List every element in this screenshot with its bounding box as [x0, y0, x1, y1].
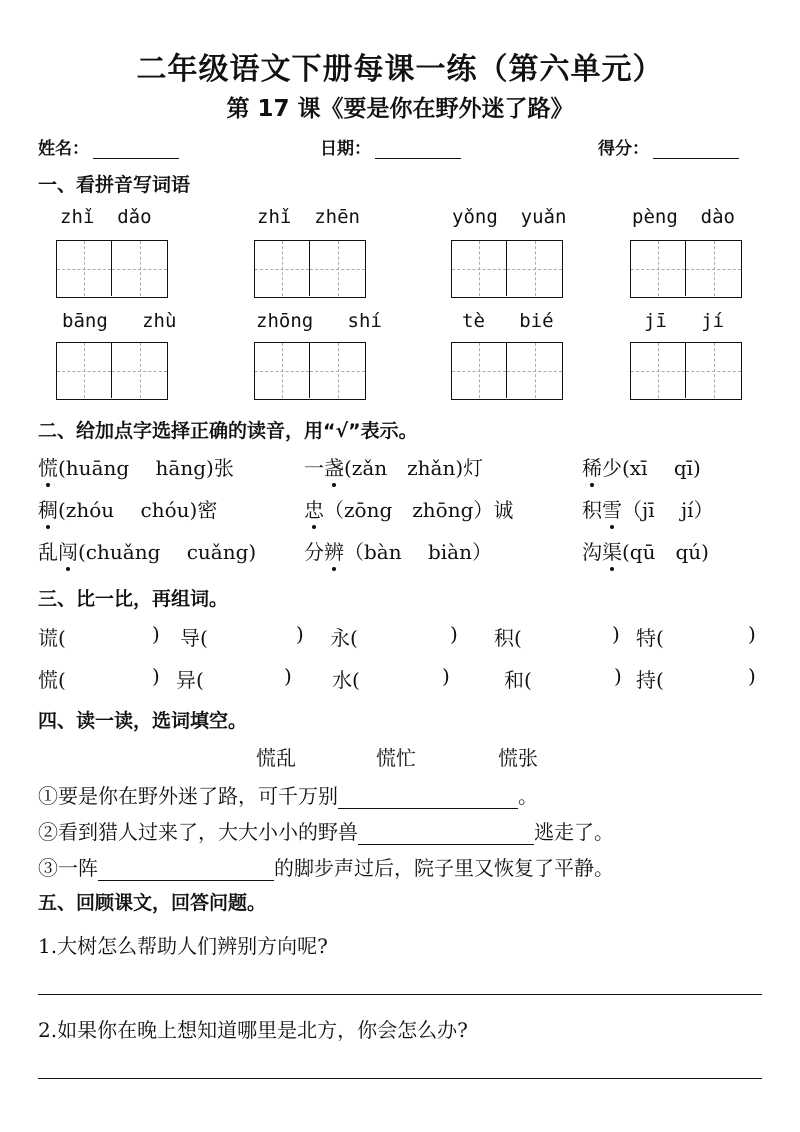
- compare-item[interactable]: 导(: [180, 626, 208, 650]
- compare-close: ): [748, 622, 756, 646]
- writing-grid[interactable]: [451, 240, 563, 298]
- review-question-1: 1.大树怎么帮助人们辨别方向呢?: [38, 934, 328, 958]
- fill-blank-3[interactable]: [98, 860, 274, 881]
- writing-grid[interactable]: [630, 342, 742, 400]
- answer-line-1[interactable]: [38, 994, 762, 995]
- page-title: 二年级语文下册每课一练（第六单元）: [136, 52, 664, 87]
- pinyin-1-1: zhǐ dǎo: [60, 206, 152, 228]
- pinyin-2-2: zhōng shí: [256, 310, 382, 332]
- section5-heading: 五、回顾课文，回答问题。: [38, 892, 267, 914]
- reading-item[interactable]: 忠（zōng zhōng）诚: [304, 494, 513, 523]
- compare-close: ): [450, 622, 458, 646]
- section2-heading: 二、给加点字选择正确的读音，用“√”表示。: [38, 420, 418, 442]
- compare-item[interactable]: 慌(: [38, 668, 66, 692]
- name-blank[interactable]: [93, 142, 179, 159]
- pinyin-2-3: tè bié: [462, 310, 554, 332]
- word-choice: 慌乱: [256, 746, 296, 770]
- compare-close: ): [748, 664, 756, 688]
- word-choice: 慌忙: [376, 746, 416, 770]
- compare-close: ): [296, 622, 304, 646]
- compare-item[interactable]: 水(: [332, 668, 360, 692]
- pinyin-2-1: bāng zhù: [62, 310, 177, 332]
- compare-close: ): [614, 664, 622, 688]
- reading-item[interactable]: 沟渠(qū qú): [582, 536, 709, 565]
- compare-item[interactable]: 积(: [494, 626, 522, 650]
- score-field[interactable]: [598, 134, 739, 159]
- reading-item[interactable]: 稠(zhóu chóu)密: [38, 494, 217, 523]
- reading-item[interactable]: 慌(huāng hāng)张: [38, 452, 234, 481]
- fill-question-3[interactable]: ③一阵 的脚步声过后，院子里又恢复了平静。: [38, 856, 614, 880]
- name-field[interactable]: [38, 134, 179, 159]
- pinyin-1-2: zhǐ zhēn: [257, 206, 360, 228]
- compare-item[interactable]: 特(: [636, 626, 664, 650]
- score-blank[interactable]: [653, 142, 739, 159]
- writing-grid[interactable]: [254, 342, 366, 400]
- compare-close: ): [442, 664, 450, 688]
- section4-heading: 四、读一读，选词填空。: [38, 710, 248, 732]
- reading-item[interactable]: 分辨（bàn biàn）: [304, 536, 492, 565]
- compare-item[interactable]: 异(: [176, 668, 204, 692]
- date-label: 日期：: [320, 139, 371, 159]
- compare-item[interactable]: 谎(: [38, 626, 66, 650]
- reading-item[interactable]: 乱闯(chuǎng cuǎng): [38, 536, 256, 565]
- compare-close: ): [152, 664, 160, 688]
- pinyin-1-3: yǒng yuǎn: [452, 206, 567, 228]
- word-choice: 慌张: [498, 746, 538, 770]
- reading-item[interactable]: 稀少(xī qī): [582, 452, 701, 481]
- score-label: 得分：: [598, 139, 649, 159]
- compare-item[interactable]: 和(: [504, 668, 532, 692]
- compare-item[interactable]: 持(: [636, 668, 664, 692]
- compare-close: ): [612, 622, 620, 646]
- pinyin-1-4: pèng dào: [632, 206, 735, 228]
- date-blank[interactable]: [375, 142, 461, 159]
- writing-grid[interactable]: [56, 240, 168, 298]
- lesson-subtitle: 第 17 课《要是你在野外迷了路》: [226, 96, 574, 122]
- compare-item[interactable]: 永(: [330, 626, 358, 650]
- compare-close: ): [152, 622, 160, 646]
- section3-heading: 三、比一比，再组词。: [38, 588, 229, 610]
- section1-heading: 一、看拼音写词语: [38, 174, 191, 196]
- reading-item[interactable]: 一盏(zǎn zhǎn)灯: [304, 452, 483, 481]
- writing-grid[interactable]: [56, 342, 168, 400]
- fill-question-1[interactable]: ①要是你在野外迷了路，可千万别 。: [38, 784, 538, 808]
- pinyin-2-4: jī jí: [644, 310, 725, 332]
- fill-blank-2[interactable]: [358, 824, 534, 845]
- fill-question-2[interactable]: ②看到猎人过来了，大大小小的野兽 逃走了。: [38, 820, 614, 844]
- compare-close: ): [284, 664, 292, 688]
- writing-grid[interactable]: [451, 342, 563, 400]
- answer-line-2[interactable]: [38, 1078, 762, 1079]
- review-question-2: 2.如果你在晚上想知道哪里是北方，你会怎么办?: [38, 1018, 468, 1042]
- reading-item[interactable]: 积雪（jī jí）: [582, 494, 714, 523]
- date-field[interactable]: [320, 134, 461, 159]
- writing-grid[interactable]: [254, 240, 366, 298]
- name-label: 姓名：: [38, 139, 89, 159]
- fill-blank-1[interactable]: [338, 788, 518, 809]
- writing-grid[interactable]: [630, 240, 742, 298]
